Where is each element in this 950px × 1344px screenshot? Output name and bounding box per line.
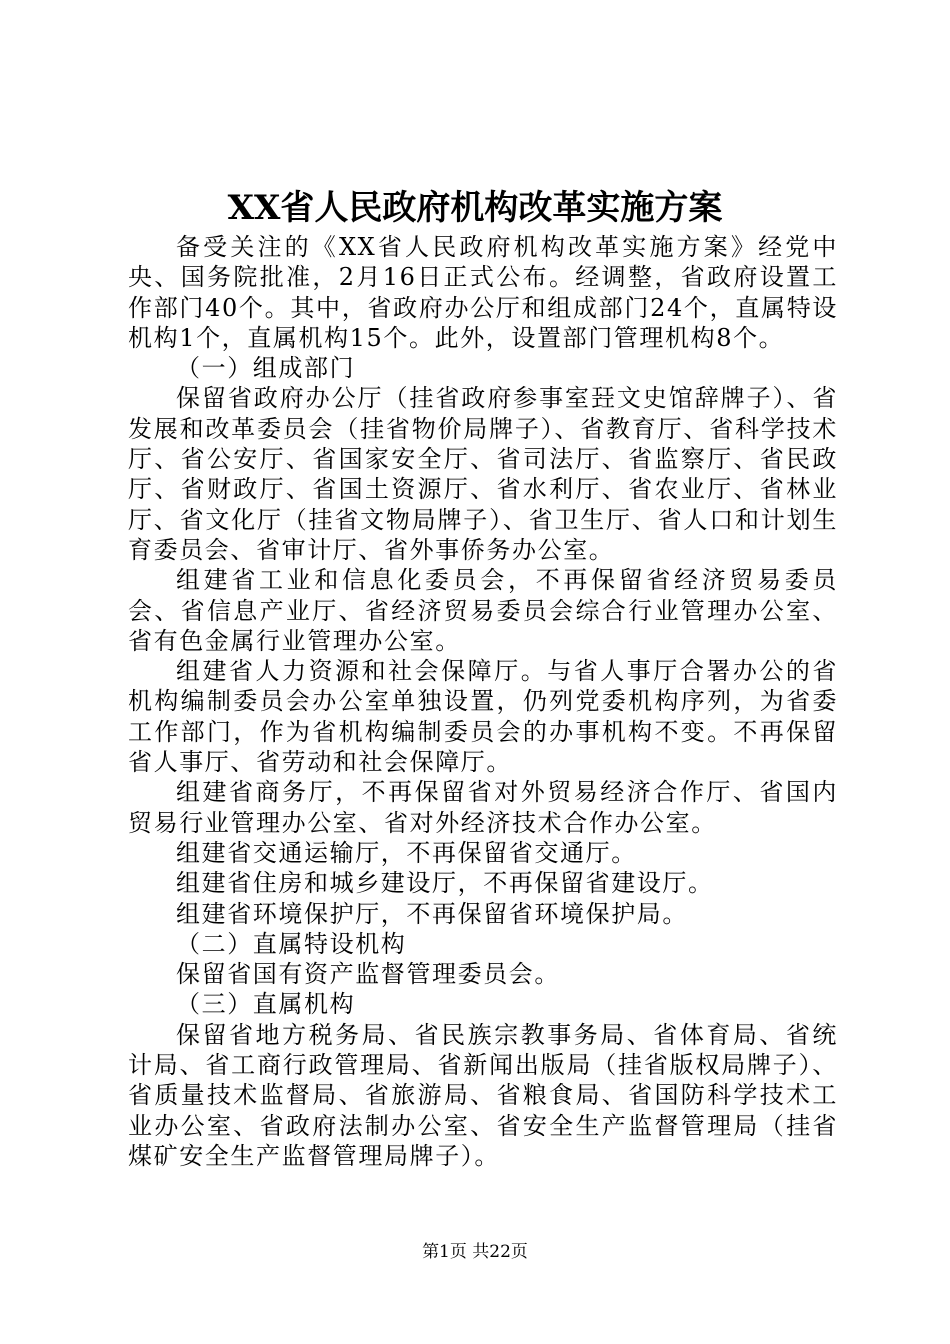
body-paragraph: 组建省工业和信息化委员会，不再保留省经济贸易委员会、省信息产业厅、省经济贸易委员会综合行业管理办公室、省有色金属行业管理办公室。 <box>128 566 838 655</box>
document-body <box>128 232 838 1171</box>
section-heading-directly-affiliated: （三）直属机构 <box>176 990 356 1019</box>
intro-paragraph: 备受关注的《XX省人民政府机构改革实施方案》经党中央、国务院批准，2月16日正式公布。经调整，省政府设置工作部门40个。其中，省政府办公厅和组成部门24个，直属特设机构1个，直属机构15个。此外，设置部门管理机构8个。 <box>128 233 838 352</box>
page-number-footer: 第1页 共22页 <box>422 1242 528 1262</box>
section-heading-component-departments: （一）组成部门 <box>176 354 356 383</box>
body-paragraph: 保留省国有资产监督管理委员会。 <box>176 960 560 989</box>
body-paragraph: 组建省人力资源和社会保障厅。与省人事厅合署办公的省机构编制委员会办公室单独设置，仍列党委机构序列，为省委工作部门，作为省机构编制委员会的办事机构不变。不再保留省人事厅、省劳动和社会保障厅。 <box>128 657 838 777</box>
section-heading-special-agencies: （二）直属特设机构 <box>176 929 407 958</box>
body-paragraph: 组建省交通运输厅，不再保留省交通厅。 <box>176 838 637 867</box>
body-paragraph: 组建省住房和城乡建设厅，不再保留省建设厅。 <box>176 869 714 898</box>
body-paragraph: 组建省商务厅，不再保留省对外贸易经济合作厅、省国内贸易行业管理办公室、省对外经济技术合作办公室。 <box>128 778 838 837</box>
document-title: XX省人民政府机构改革实施方案 <box>227 188 723 228</box>
body-paragraph: 组建省环境保护厅，不再保留省环境保护局。 <box>176 899 688 928</box>
body-paragraph: 保留省地方税务局、省民族宗教事务局、省体育局、省统计局、省工商行政管理局、省新闻出版局（挂省版权局牌子）、省质量技术监督局、省旅游局、省粮食局、省国防科学技术工业办公室、省政府法制办公室、省安全生产监督管理局（挂省煤矿安全生产监督管理局牌子）。 <box>128 1020 838 1170</box>
body-paragraph: 保留省政府办公厅（挂省政府参事室㠭文史馆辞牌子）、省发展和改革委员会（挂省物价局牌子）、省教育厅、省科学技术厅、省公安厅、省国家安全厅、省司法厅、省监察厅、省民政厅、省财政厅、省国土资源厅、省水利厅、省农业厅、省林业厅、省文化厅（挂省文物局牌子）、省卫生厅、省人口和计划生育委员会、省审计厅、省外事侨务办公室。 <box>128 384 838 564</box>
